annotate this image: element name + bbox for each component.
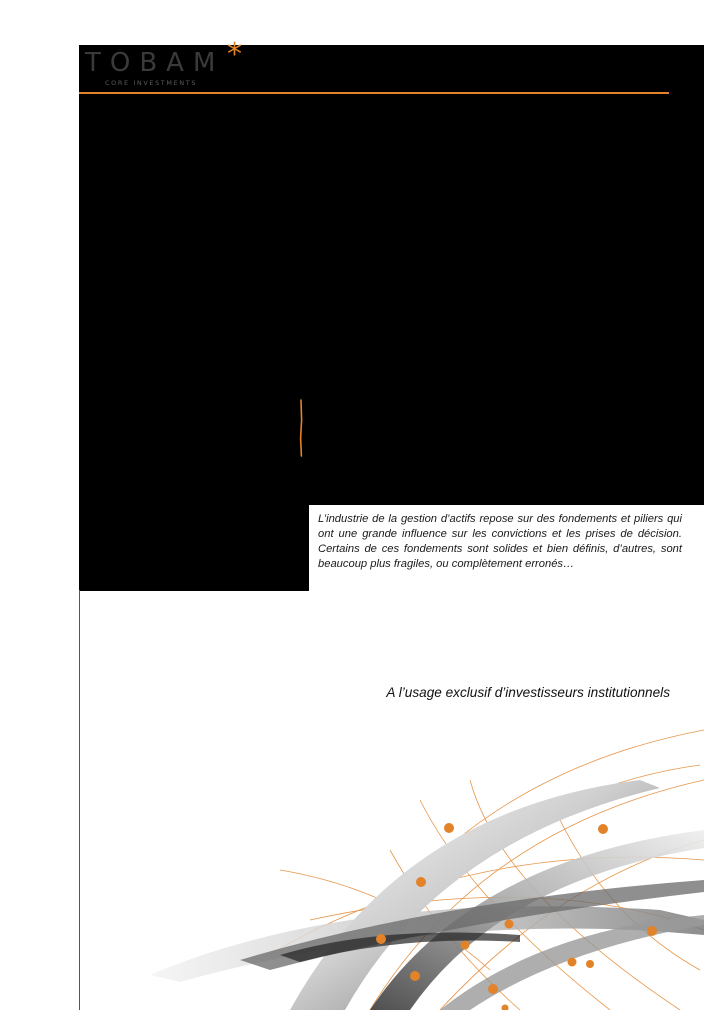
abstract-arcs-illustration xyxy=(140,720,704,1010)
intro-paragraph: L’industrie de la gestion d’actifs repose sur des fondements et piliers qui ont une grande influence sur les convictions et les prises de décision. Certains de ces fondements sont solides et bien définis, d’autres, sont beaucoup plus fragiles, ou complètement erronés… xyxy=(318,513,682,570)
cover-black-panel xyxy=(79,45,704,505)
header-orange-rule xyxy=(79,92,669,94)
tobam-logo xyxy=(85,37,255,90)
logo-wordmark: TOBAM xyxy=(85,48,225,78)
cover-black-panel-lower xyxy=(79,505,309,591)
left-margin-rule xyxy=(79,590,80,1010)
logo-tagline: CORE INVESTMENTS xyxy=(105,79,198,87)
orange-accent-mark xyxy=(299,398,303,458)
usage-disclaimer: A l’usage exclusif d’investisseurs institutionnels xyxy=(386,685,670,700)
logo-star-icon: * xyxy=(227,37,242,72)
